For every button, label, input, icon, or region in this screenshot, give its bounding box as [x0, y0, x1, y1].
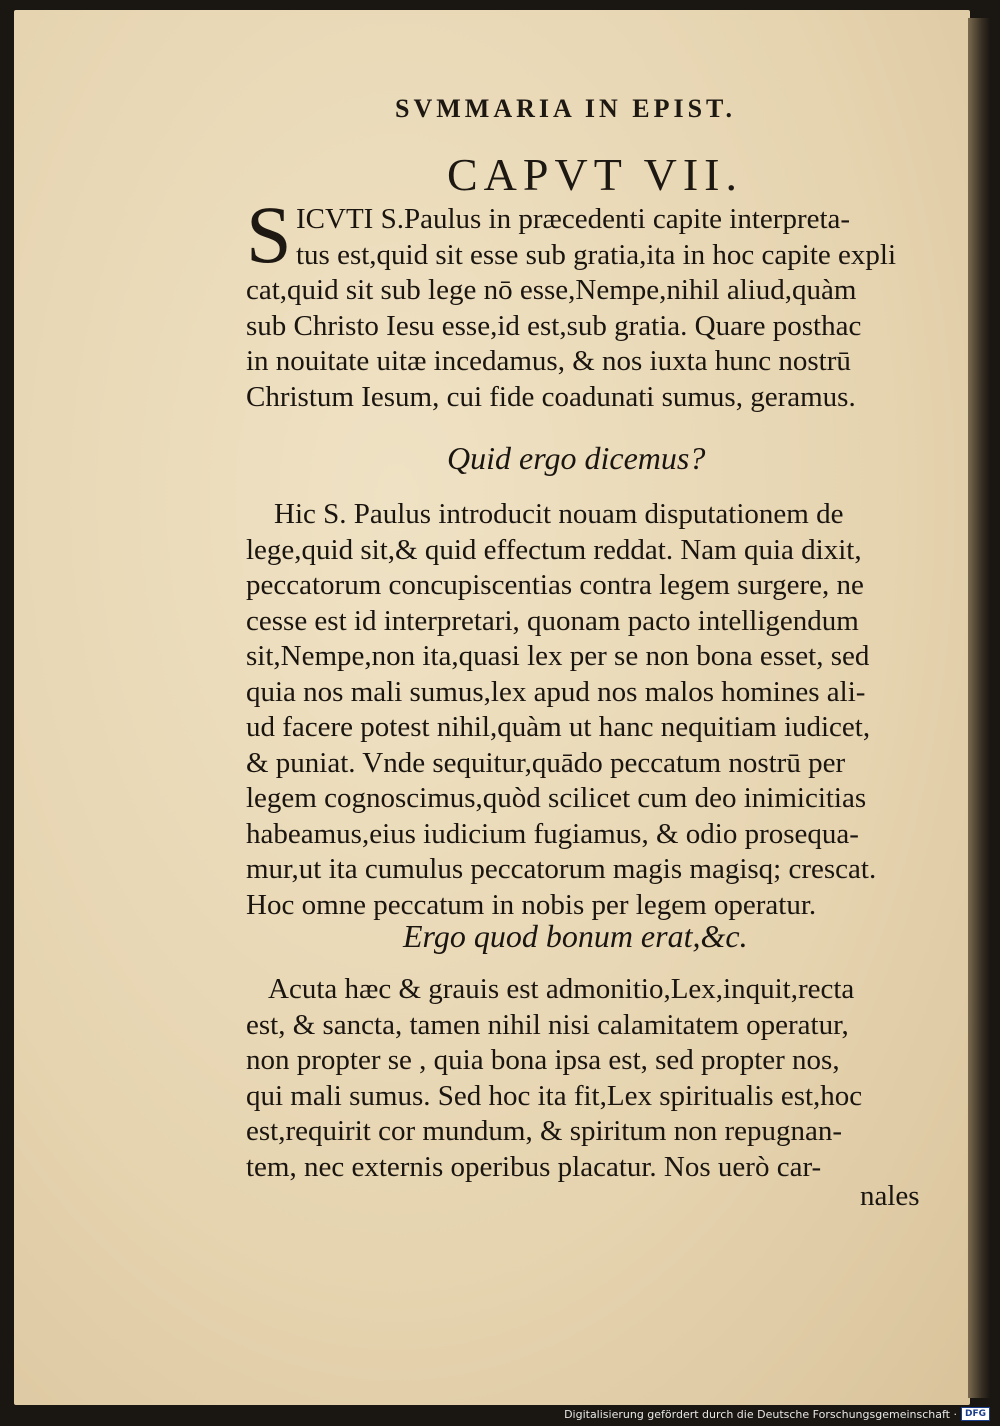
text-line: cesse est id interpretari, quonam pacto intelligendum — [246, 604, 859, 637]
text-line: sit,Nempe,non ita,quasi lex per se non bona esset, sed — [246, 640, 870, 672]
text-line: lege,quid sit,& quid effectum reddat. Nam quia dixit, — [246, 533, 862, 566]
section-heading-2: Ergo quod bonum erat,&c. — [403, 918, 748, 954]
text-line: est, & sancta, tamen nihil nisi calamitatem operatur, — [246, 1008, 849, 1041]
paragraph-1 — [246, 202, 896, 415]
text-line: ud facere potest nihil,quàm ut hanc nequitiam iudicet, — [246, 711, 871, 743]
paragraph-2 — [246, 497, 876, 923]
text-line: quia nos mali sumus,lex apud nos malos homines ali- — [246, 675, 866, 708]
text-line: cat,quid sit sub lege nō esse,Nempe,nihil aliud,quàm — [246, 274, 857, 306]
running-head: SVMMARIA IN EPIST. — [395, 94, 736, 123]
paragraph-3 — [246, 972, 862, 1185]
text-line: est,requirit cor mundum, & spiritum non repugnan- — [246, 1115, 843, 1147]
catchword: nales — [860, 1180, 920, 1212]
text-line: peccatorum concupiscentias contra legem surgere, ne — [246, 569, 864, 601]
text-line: tem, nec externis operibus placatur. Nos uerò car- — [246, 1150, 822, 1183]
digitization-footer — [564, 1406, 990, 1422]
dfg-logo: DFG — [961, 1407, 990, 1421]
text-line: qui mali sumus. Sed hoc ita fit,Lex spiritualis est,hoc — [246, 1079, 863, 1112]
text-line: legem cognoscimus,quòd scilicet cum deo inimicitias — [246, 782, 867, 814]
text-line: Acuta hæc & grauis est admonitio,Lex,inquit,recta — [268, 973, 855, 1005]
section-heading-1: Quid ergo dicemus? — [447, 440, 706, 476]
text-line: tus est,quid sit esse sub gratia,ita in hoc capite expli — [296, 238, 897, 271]
chapter-title: CAPVT VII. — [447, 149, 743, 200]
text-line: & puniat. Vnde sequitur,quādo peccatum nostrū per — [246, 746, 846, 779]
text-line: mur,ut ita cumulus peccatorum magis magisq; crescat. — [246, 853, 877, 885]
text-line: ICVTI S.Paulus in præcedenti capite interpreta- — [296, 203, 851, 235]
text-line: in nouitate uitæ incedamus, & nos iuxta hunc nostrū — [246, 345, 851, 377]
text-line: Christum Iesum, cui fide coadunati sumus, geramus. — [246, 380, 856, 413]
page-edge-shadow — [968, 18, 990, 1398]
text-line: habeamus,eius iudicium fugiamus, & odio prosequa- — [246, 817, 859, 850]
text-line: Hic S. Paulus introducit nouam disputationem de — [274, 498, 844, 530]
text-line: non propter se , quia bona ipsa est, sed propter nos, — [246, 1044, 840, 1076]
footer-text: Digitalisierung gefördert durch die Deutsche Forschungsgemeinschaft · — [564, 1407, 957, 1421]
drop-capital: S — [246, 189, 292, 280]
text-line: sub Christo Iesu esse,id est,sub gratia. Quare posthac — [246, 309, 862, 342]
text-line: Hoc omne peccatum in nobis per legem operatur. — [246, 888, 817, 921]
